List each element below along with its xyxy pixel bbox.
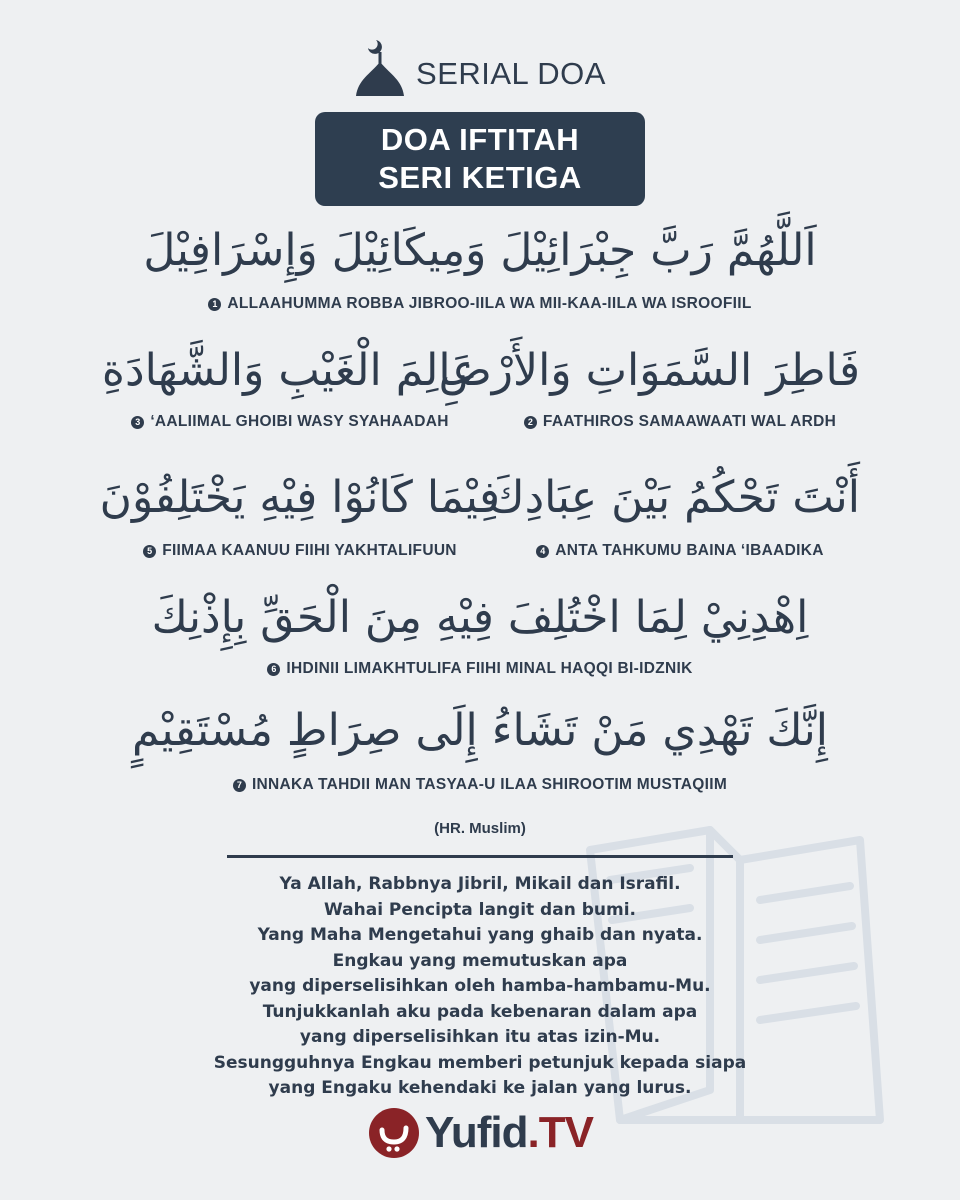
latin-text: FAATHIROS SAMAAWAATI WAL ARDH [542, 413, 837, 430]
arabic-line-2: فَاطِرَ السَّمَوَاتِ وَالأَرْضِ [438, 345, 860, 396]
mosque-dome-icon [354, 38, 406, 98]
number-badge: 7 [233, 779, 246, 792]
yufid-logo-mark-icon [367, 1106, 421, 1160]
arabic-line-4: أَنْتَ تَحْكُمُ بَيْنَ عِبَادِكَ [488, 472, 860, 523]
translation-line: yang diperselisihkan oleh hamba-hambamu-Mu. [249, 976, 711, 996]
latin-line-4 [500, 542, 860, 560]
translation-line: yang diperselisihkan itu atas izin-Mu. [299, 1027, 661, 1047]
latin-text: IHDINII LIMAKHTULIFA FIIHI MINAL HAQQI BI-IDZNIK [286, 660, 693, 677]
translation-line: Sesungguhnya Engkau memberi petunjuk kepada siapa [213, 1052, 747, 1073]
latin-line-5 [100, 542, 500, 560]
latin-line-7 [0, 776, 960, 794]
arabic-line-3: عَالِمَ الْغَيْبِ وَالشَّهَادَةِ [101, 345, 479, 396]
arabic-line-5: فِيْمَا كَانُوْا فِيْهِ يَخْتَلِفُوْنَ [99, 472, 500, 523]
yufid-logo [0, 1106, 960, 1160]
latin-text: INNAKA TAHDII MAN TASYAA-U ILAA SHIROOTIM MUSTAQIIM [251, 776, 728, 793]
arabic-line-1: اَللَّهُمَّ رَبَّ جِبْرَائِيْلَ وَمِيكَائِيْلَ وَإِسْرَافِيْلَ [143, 225, 817, 276]
latin-line-6 [0, 660, 960, 678]
translation-line: Ya Allah, Rabbnya Jibril, Mikail dan Israfil. [279, 874, 681, 894]
translation-line: Engkau yang memutuskan apa [332, 950, 628, 971]
translation-line: Yang Maha Mengetahui yang ghaib dan nyata. [257, 925, 703, 945]
number-badge: 1 [208, 298, 221, 311]
logo-dot: . [527, 1108, 539, 1157]
latin-text: ‘AALIIMAL GHOIBI WASY SYAHAADAH [150, 413, 449, 430]
latin-text: ALLAAHUMMA ROBBA JIBROO-IILA WA MII-KAA-IILA WA ISROOFIIL [227, 295, 752, 312]
translation-line: Tunjukkanlah aku pada kebenaran dalam apa [262, 1001, 698, 1022]
title-line-1: DOA IFTITAH [380, 122, 580, 157]
translation-line: Wahai Pencipta langit dan bumi. [324, 899, 636, 920]
logo-wordmark [425, 1108, 593, 1158]
translation-line: yang Engaku kehendaki ke jalan yang lurus. [268, 1078, 692, 1098]
number-badge: 5 [143, 545, 156, 558]
divider [227, 855, 733, 858]
latin-text: ANTA TAHKUMU BAINA ‘IBAADIKA [555, 542, 824, 559]
series-label: SERIAL DOA [416, 56, 606, 91]
title-box [315, 112, 645, 206]
logo-name: Yufid [424, 1108, 528, 1157]
arabic-line-6: اِهْدِنِيْ لِمَا اخْتُلِفَ فِيْهِ مِنَ الْحَقِّ بِإِذْنِكَ [151, 592, 809, 643]
series-header [0, 38, 960, 98]
title-line-2: SERI KETIGA [378, 160, 582, 195]
hadith-source: (HR. Muslim) [434, 820, 526, 837]
translation [0, 872, 960, 1102]
number-badge: 6 [267, 663, 280, 676]
latin-text: FIIMAA KAANUU FIIHI YAKHTALIFUUN [162, 542, 457, 559]
arabic-line-7: إِنَّكَ تَهْدِي مَنْ تَشَاءُ إِلَى صِرَاطٍ مُسْتَقِيْمٍ [132, 705, 828, 756]
number-badge: 2 [524, 416, 537, 429]
latin-line-3 [100, 413, 480, 431]
number-badge: 3 [131, 416, 144, 429]
logo-suffix: TV [538, 1108, 594, 1157]
latin-line-1 [0, 295, 960, 313]
number-badge: 4 [536, 545, 549, 558]
latin-line-2 [500, 413, 860, 431]
